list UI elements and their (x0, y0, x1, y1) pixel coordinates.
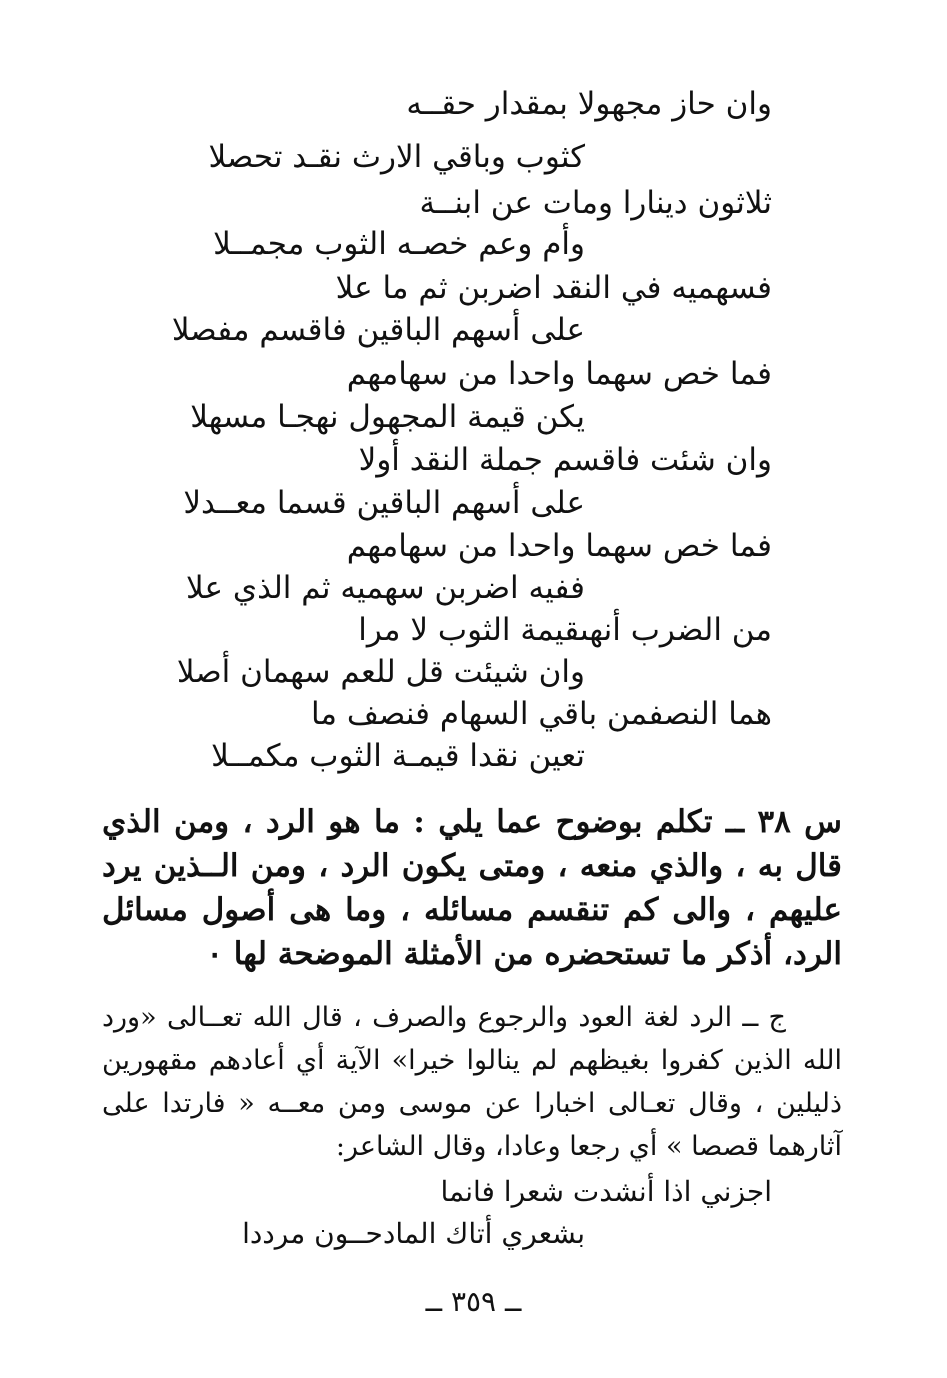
poem-line-6: على أسهم الباقين فاقسم مفصلا (171, 312, 585, 348)
poem-line-1: وان حاز مجهولا بمقدار حقــه (406, 86, 772, 122)
poem-line-3: ثلاثون دينارا ومات عن ابنــة (419, 185, 772, 221)
poem-line-5: فسهميه في النقد اضربن ثم ما علا (335, 270, 772, 306)
poem-line-16: تعين نقدا قيمـة الثوب مكمــلا (211, 738, 585, 774)
poem-line-12: ففيه اضربن سهميه ثم الذي علا (185, 570, 585, 606)
answer-section (102, 996, 842, 1168)
poem-line-8: يكن قيمة المجهول نهجـا مسهلا (190, 399, 585, 435)
poem-line-14: وان شيئت قل للعم سهمان أصلا (176, 654, 585, 690)
poem-line-15: هما النصفمن باقي السهام فنصف ما (310, 696, 772, 732)
poem-line-7: فما خص سهما واحدا من سهامهم (346, 356, 772, 392)
poem-line-10: على أسهم الباقين قسما معــدلا (183, 485, 585, 521)
poem-line-11: فما خص سهما واحدا من سهامهم (346, 528, 772, 564)
poem-line-9: وان شئت فاقسم جملة النقد أولا (358, 442, 772, 478)
page-number: ــ ٣٥٩ ــ (425, 1285, 522, 1318)
poem-line-13: من الضرب أنهىقيمة الثوب لا مرا (358, 612, 772, 648)
answer-paragraph: ج ــ الرد لغة العود والرجوع والصرف ، قال الله تعــالى «ورد الله الذين كفروا بغيظهم لم ينالوا خيرا» الآية أي أعادهم مقهورين ذليلين ، وقال تعـالى اخبارا عن موسى ومن معــه « فارتدا على آثارهما قصصا » أي رجعا وعادا، وقال الشاعر: (102, 1002, 842, 1162)
question-paragraph: س ٣٨ ــ تكلم بوضوح عما يلي : ما هو الرد ، ومن الذي قال به ، والذي منعه ، ومتى يكون الرد ، ومن الــذين يرد عليهم ، والى كم تنقسم مسائله ، وما هى أصول مسائل الرد، أذكر ما تستحضره من الأمثلة الموضحة لها ٠ (102, 804, 842, 972)
poem-line-4: وأم وعم خصـه الثوب مجمــلا (213, 226, 585, 262)
verse-line-1: اجزني اذا أنشدت شعرا فانما (440, 1175, 772, 1208)
verse-line-2: بشعري أتاك المادحــون مرددا (242, 1217, 585, 1250)
poem-line-2: كثوب وباقي الارث نقـد تحصلا (208, 139, 585, 175)
